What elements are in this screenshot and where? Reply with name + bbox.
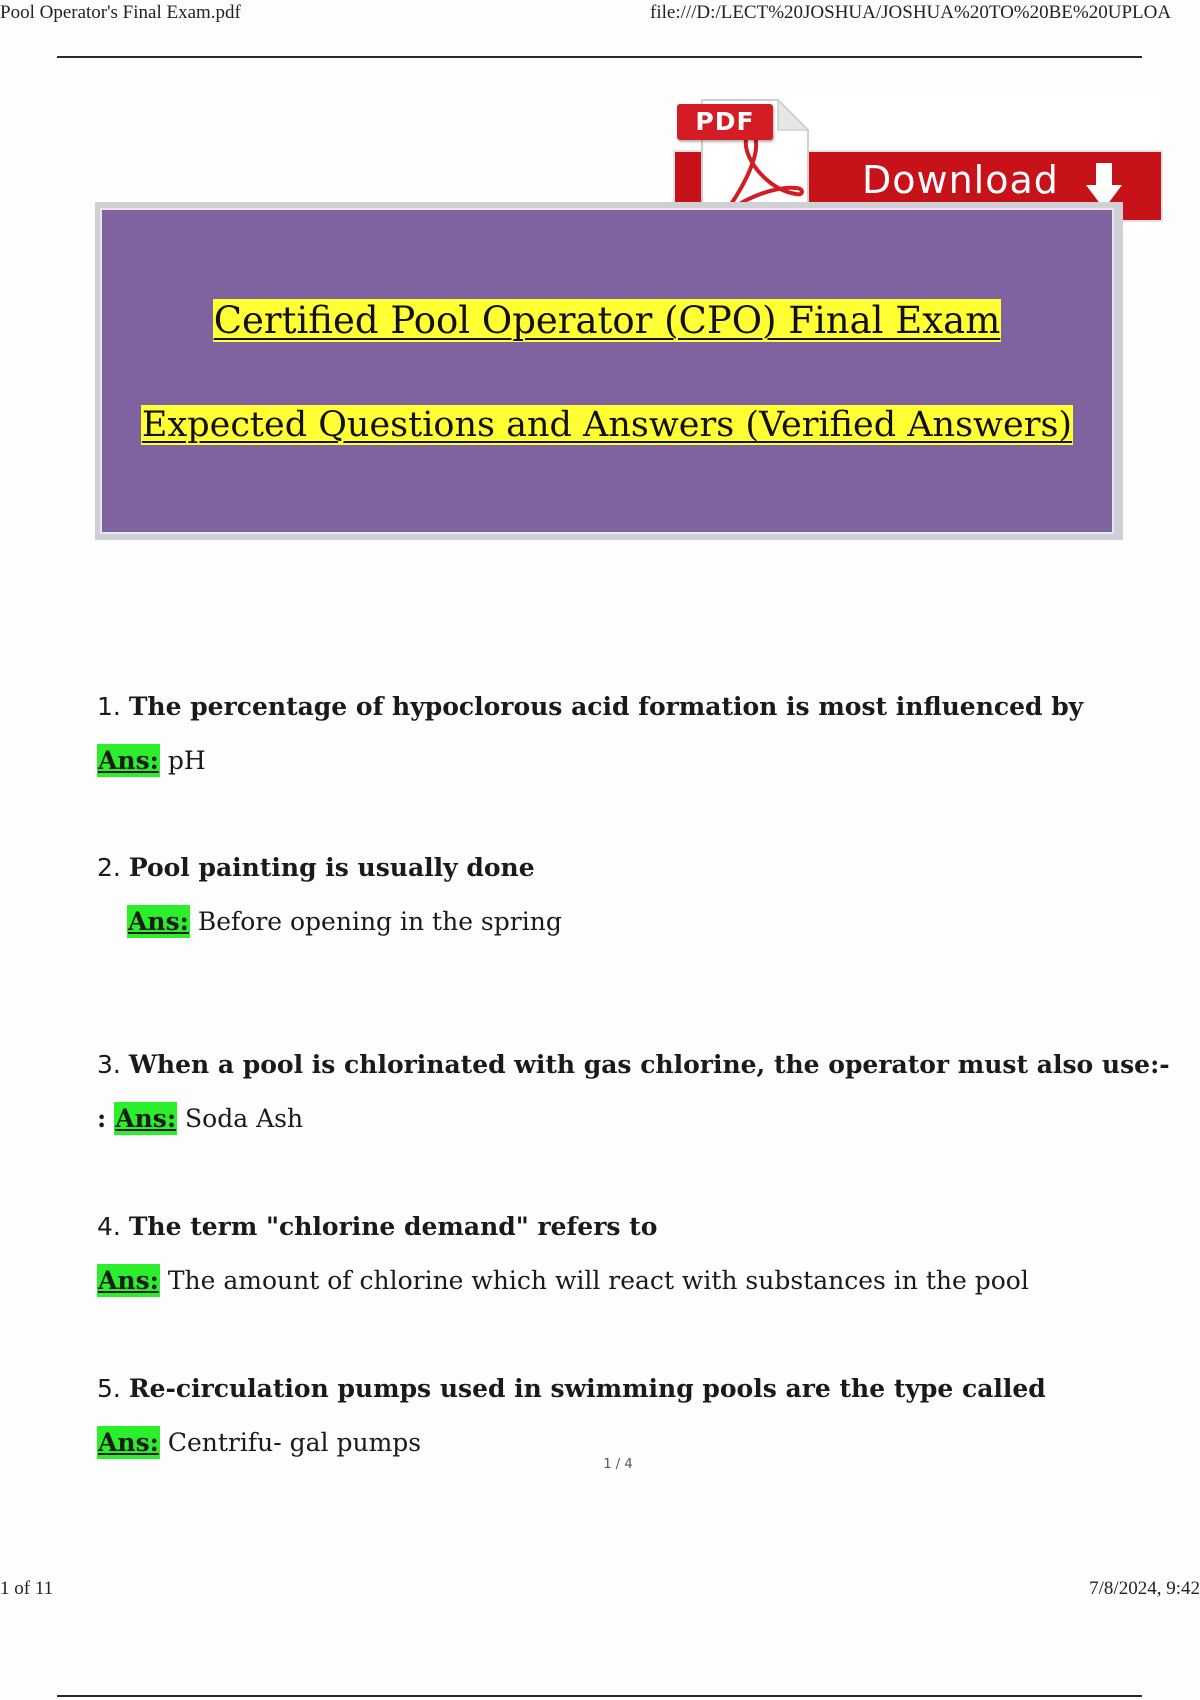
question-number: 2. xyxy=(97,853,121,882)
title-banner xyxy=(100,208,1114,534)
answer-3 xyxy=(97,1104,303,1133)
print-header-path: file:///D:/LECT%20JOSHUA/JOSHUA%20TO%20BE%20UPLOA xyxy=(650,2,1172,23)
question-1 xyxy=(97,692,1083,721)
footer-rule xyxy=(57,1695,1142,1697)
answer-text: Centrifu- gal pumps xyxy=(167,1428,422,1457)
question-text: The percentage of hypoclorous acid formation is most influenced by xyxy=(128,692,1084,721)
answer-5 xyxy=(97,1428,421,1457)
answer-label: Ans: xyxy=(98,1266,159,1295)
answer-label: Ans: xyxy=(128,907,189,936)
page-indicator: 1 / 4 xyxy=(603,1457,633,1472)
answer-label: Ans: xyxy=(98,1428,159,1457)
question-number: 5. xyxy=(97,1374,121,1403)
banner-subtitle-row xyxy=(102,404,1112,448)
answer-text: Soda Ash xyxy=(185,1104,304,1133)
answer-text: The amount of chlorine which will react with substances in the pool xyxy=(167,1266,1029,1295)
answer-label: Ans: xyxy=(115,1104,177,1133)
exam-subtitle: Expected Questions and Answers (Verified Answers) xyxy=(141,405,1073,445)
question-3 xyxy=(97,1050,1170,1079)
answer-text: pH xyxy=(167,746,206,775)
question-text: When a pool is chlorinated with gas chlorine, the operator must also use:- xyxy=(128,1050,1170,1079)
question-4 xyxy=(97,1212,657,1241)
banner-title-row xyxy=(102,298,1112,344)
question-2 xyxy=(97,853,535,882)
question-number: 1. xyxy=(97,692,121,721)
print-footer-pages: 1 of 11 xyxy=(0,1578,54,1599)
question-text: The term "chlorine demand" refers to xyxy=(128,1212,658,1241)
print-header-filename: Pool Operator's Final Exam.pdf xyxy=(0,2,241,23)
pdf-label: PDF xyxy=(677,104,773,140)
exam-title: Certified Pool Operator (CPO) Final Exam xyxy=(213,299,1001,342)
question-number: 4. xyxy=(97,1212,121,1241)
answer-2 xyxy=(127,907,562,936)
question-text: Re-circulation pumps used in swimming pools are the type called xyxy=(128,1374,1046,1403)
answer-text: Before opening in the spring xyxy=(197,907,562,936)
question-text: Pool painting is usually done xyxy=(128,853,535,882)
header-rule xyxy=(57,56,1142,58)
answer-prefix: : xyxy=(97,1104,107,1133)
print-footer-timestamp: 7/8/2024, 9:42 xyxy=(1089,1578,1200,1599)
answer-label: Ans: xyxy=(98,746,159,775)
answer-1 xyxy=(97,746,206,775)
download-label[interactable]: Download xyxy=(862,158,1059,202)
question-5 xyxy=(97,1374,1046,1403)
question-number: 3. xyxy=(97,1050,121,1079)
answer-4 xyxy=(97,1266,1029,1295)
